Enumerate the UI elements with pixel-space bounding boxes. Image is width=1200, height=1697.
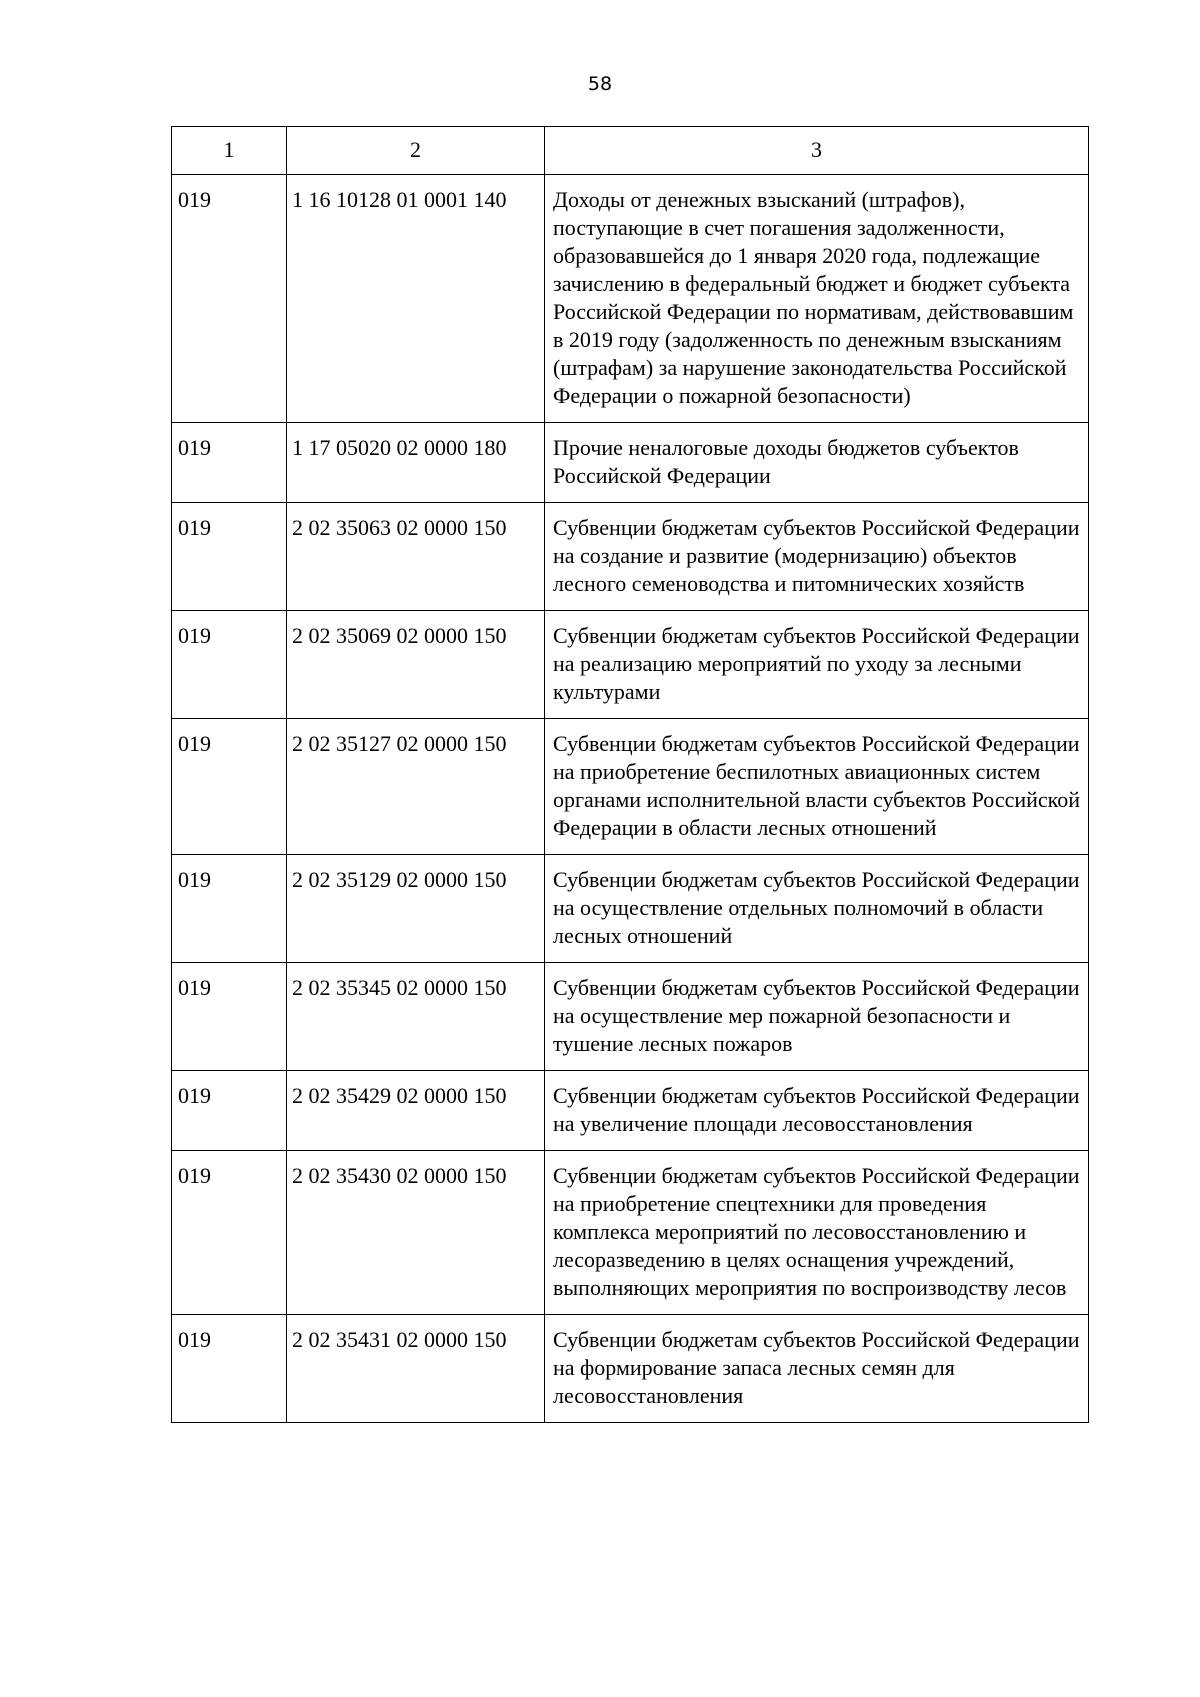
revenue-name-cell: Субвенции бюджетам субъектов Российской Федерации на реализацию мероприятий по уходу за лесными культурами bbox=[545, 611, 1089, 719]
page-number: 58 bbox=[587, 73, 613, 95]
classification-code-cell: 2 02 35430 02 0000 150 bbox=[287, 1151, 545, 1315]
revenue-name-cell: Субвенции бюджетам субъектов Российской Федерации на осуществление мер пожарной безопасности и тушение лесных пожаров bbox=[545, 963, 1089, 1071]
classification-code-cell: 2 02 35063 02 0000 150 bbox=[287, 503, 545, 611]
header-col-1: 1 bbox=[172, 127, 287, 175]
table-header bbox=[172, 127, 1089, 175]
classification-code-cell: 1 16 10128 01 0001 140 bbox=[287, 175, 545, 423]
table-row bbox=[172, 1315, 1089, 1423]
header-col-3: 3 bbox=[545, 127, 1089, 175]
table-row bbox=[172, 1071, 1089, 1151]
revenue-name-cell: Субвенции бюджетам субъектов Российской Федерации на увеличение площади лесовосстановления bbox=[545, 1071, 1089, 1151]
classification-code-cell: 2 02 35127 02 0000 150 bbox=[287, 719, 545, 855]
table-row bbox=[172, 175, 1089, 423]
classification-code-cell: 2 02 35069 02 0000 150 bbox=[287, 611, 545, 719]
admin-code-cell: 019 bbox=[172, 503, 287, 611]
table-body bbox=[172, 175, 1089, 1423]
revenue-name-cell: Субвенции бюджетам субъектов Российской Федерации на приобретение спецтехники для проведения комплекса мероприятий по лесовосстановлению и лесоразведению в целях оснащения учреждений, выполняющих мероприятия по воспроизводству лесов bbox=[545, 1151, 1089, 1315]
admin-code-cell: 019 bbox=[172, 423, 287, 503]
table-row bbox=[172, 423, 1089, 503]
budget-codes-table bbox=[171, 126, 1089, 1423]
table-row bbox=[172, 503, 1089, 611]
header-row bbox=[172, 127, 1089, 175]
table-row bbox=[172, 963, 1089, 1071]
admin-code-cell: 019 bbox=[172, 719, 287, 855]
classification-code-cell: 2 02 35431 02 0000 150 bbox=[287, 1315, 545, 1423]
table-row bbox=[172, 1151, 1089, 1315]
table-row bbox=[172, 611, 1089, 719]
admin-code-cell: 019 bbox=[172, 1151, 287, 1315]
table-row bbox=[172, 855, 1089, 963]
admin-code-cell: 019 bbox=[172, 855, 287, 963]
admin-code-cell: 019 bbox=[172, 963, 287, 1071]
admin-code-cell: 019 bbox=[172, 1071, 287, 1151]
admin-code-cell: 019 bbox=[172, 175, 287, 423]
table-row bbox=[172, 719, 1089, 855]
admin-code-cell: 019 bbox=[172, 1315, 287, 1423]
classification-code-cell: 2 02 35345 02 0000 150 bbox=[287, 963, 545, 1071]
revenue-name-cell: Субвенции бюджетам субъектов Российской Федерации на приобретение беспилотных авиационных систем органами исполнительной власти субъектов Российской Федерации в области лесных отношений bbox=[545, 719, 1089, 855]
revenue-name-cell: Доходы от денежных взысканий (штрафов), поступающие в счет погашения задолженности, образовавшейся до 1 января 2020 года, подлежащие зачислению в федеральный бюджет и бюджет субъекта Российской Федерации по нормативам, действовавшим в 2019 году (задолженность по денежным взысканиям (штрафам) за нарушение законодательства Российской Федерации о пожарной безопасности) bbox=[545, 175, 1089, 423]
admin-code-cell: 019 bbox=[172, 611, 287, 719]
revenue-name-cell: Прочие неналоговые доходы бюджетов субъектов Российской Федерации bbox=[545, 423, 1089, 503]
classification-code-cell: 2 02 35429 02 0000 150 bbox=[287, 1071, 545, 1151]
revenue-name-cell: Субвенции бюджетам субъектов Российской Федерации на формирование запаса лесных семян для лесовосстановления bbox=[545, 1315, 1089, 1423]
revenue-name-cell: Субвенции бюджетам субъектов Российской Федерации на создание и развитие (модернизацию) объектов лесного семеноводства и питомнических хозяйств bbox=[545, 503, 1089, 611]
classification-code-cell: 2 02 35129 02 0000 150 bbox=[287, 855, 545, 963]
revenue-name-cell: Субвенции бюджетам субъектов Российской Федерации на осуществление отдельных полномочий в области лесных отношений bbox=[545, 855, 1089, 963]
classification-code-cell: 1 17 05020 02 0000 180 bbox=[287, 423, 545, 503]
header-col-2: 2 bbox=[287, 127, 545, 175]
